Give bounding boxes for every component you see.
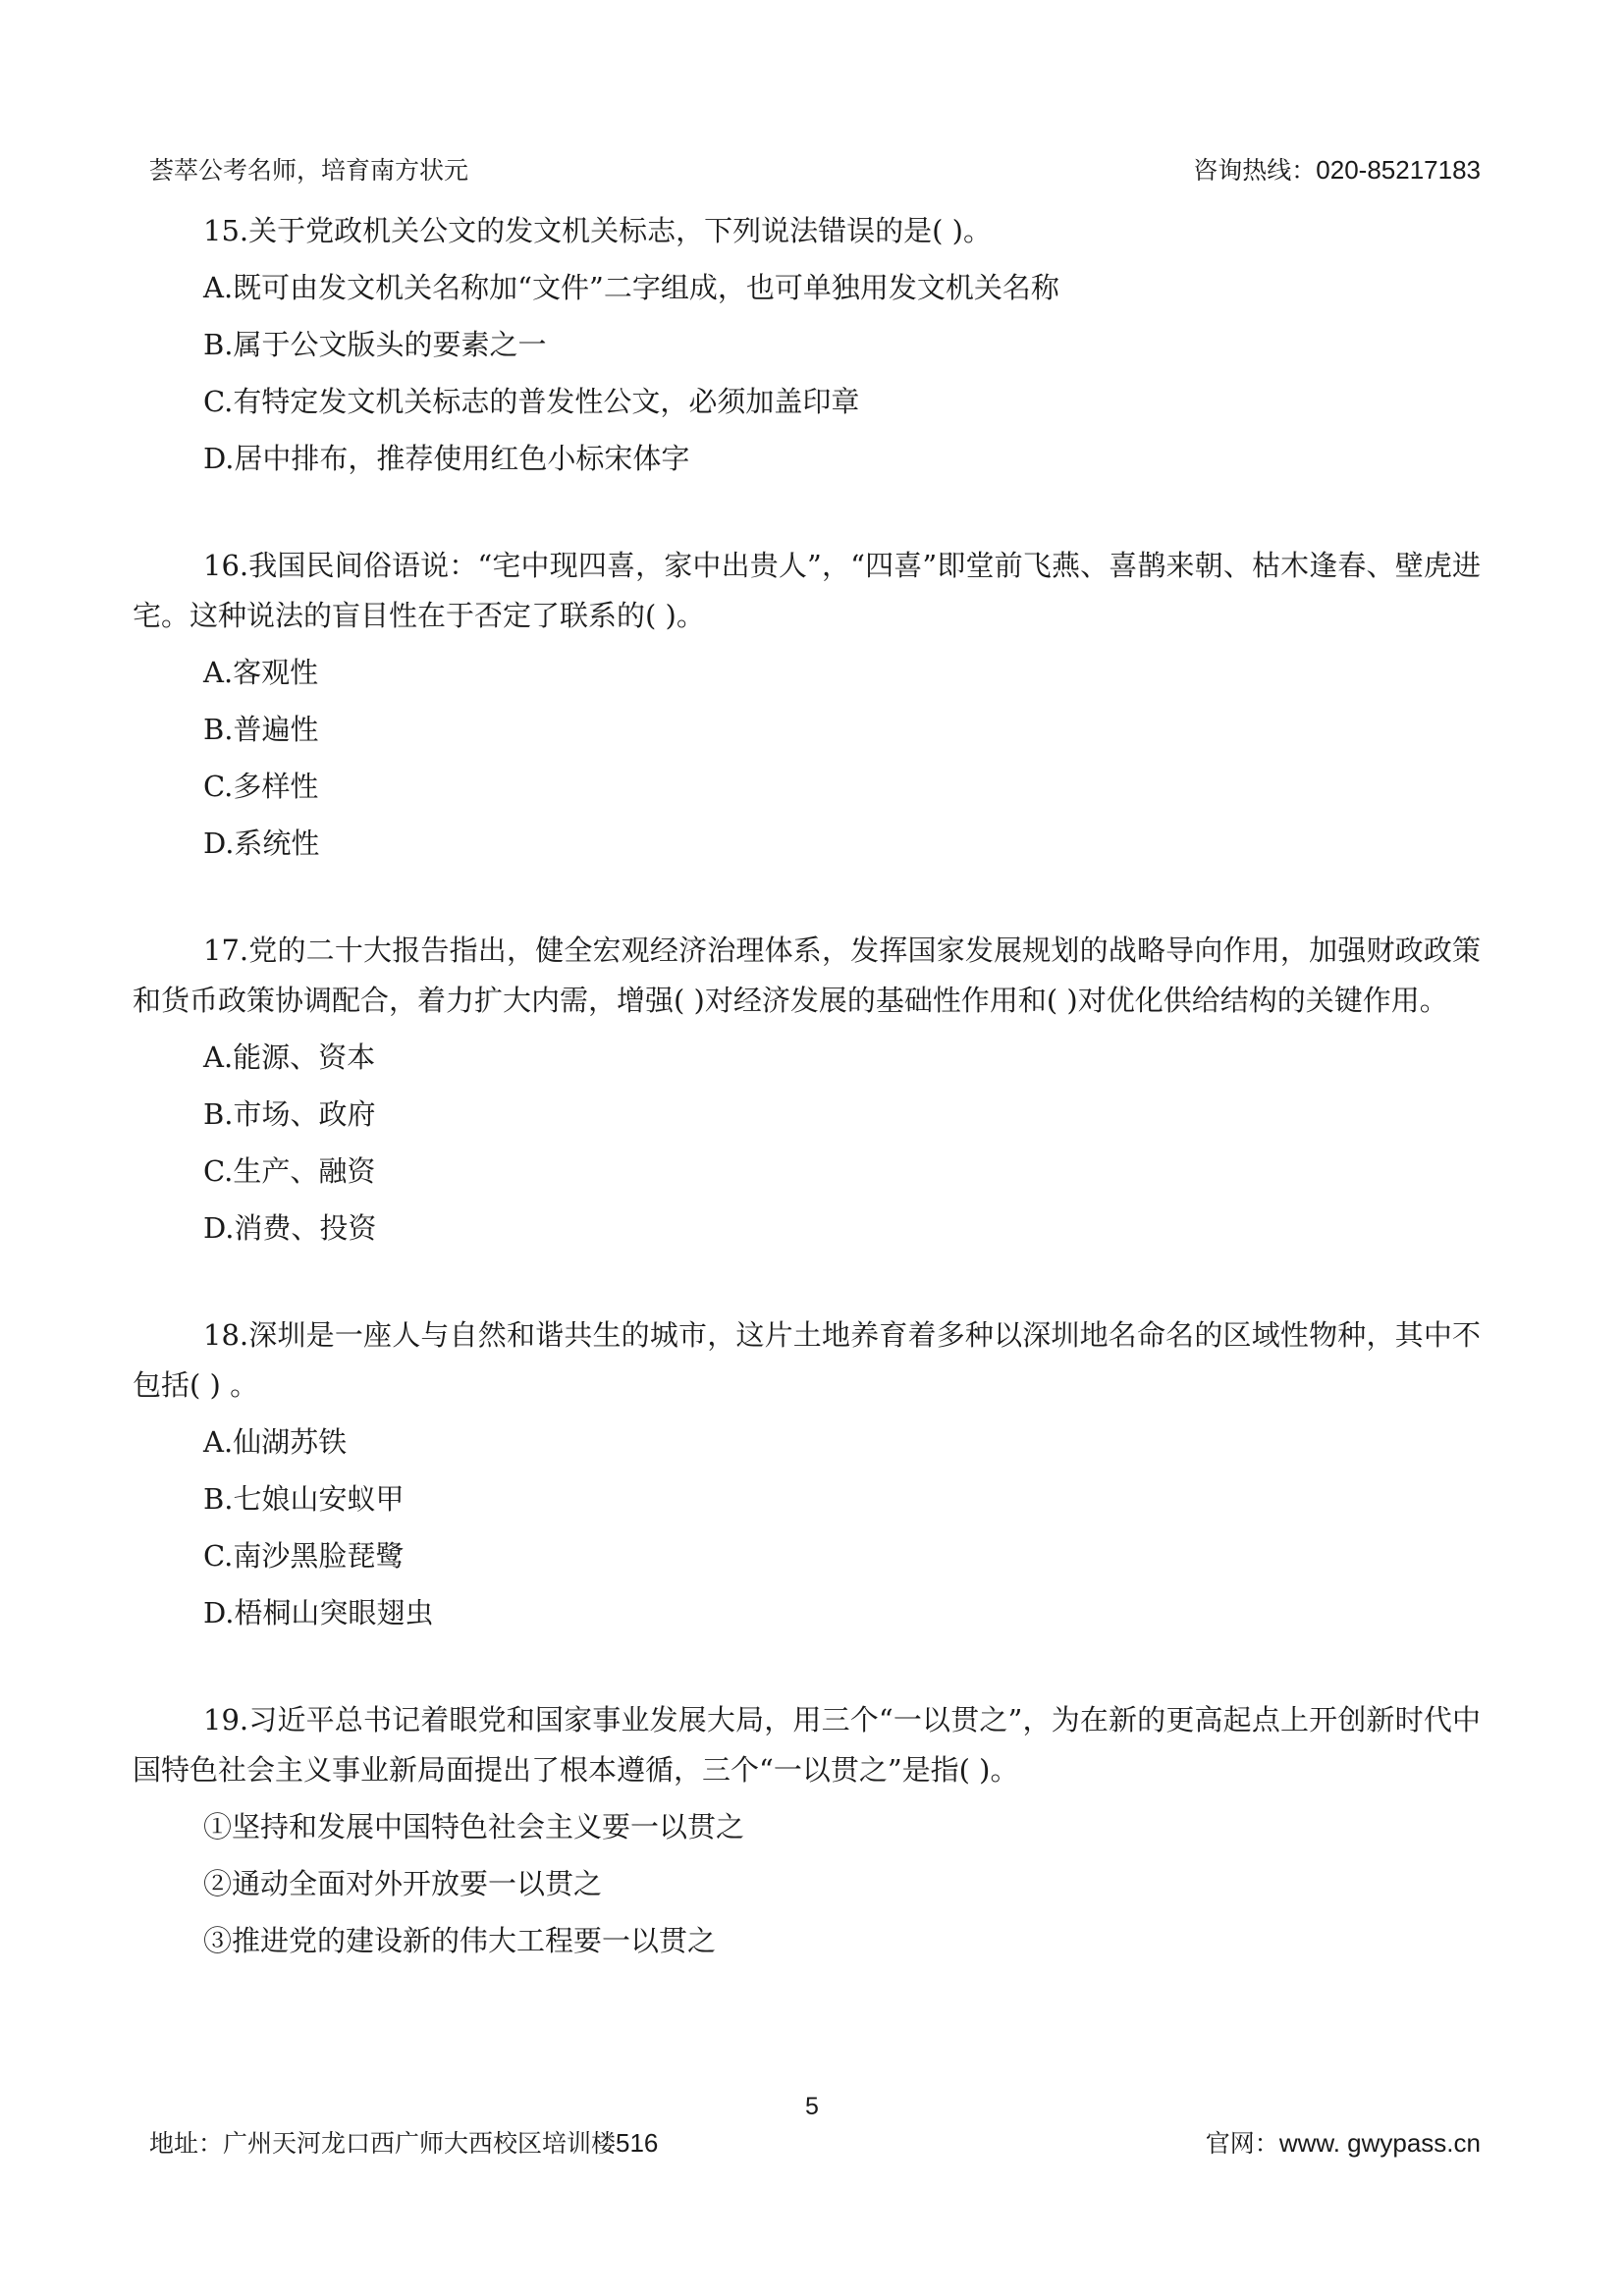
option-a: A.能源、资本 <box>203 1041 376 1074</box>
statement-1: ①坚持和发展中国特色社会主义要一以贯之 <box>203 1810 745 1843</box>
option-d: D.消费、投资 <box>203 1211 377 1245</box>
option-d: D.梧桐山突眼翅虫 <box>203 1596 434 1629</box>
question-text: 15.关于党政机关公文的发文机关标志，下列说法错误的是( )。 <box>203 214 992 247</box>
option-c: C.多样性 <box>203 770 319 803</box>
question-text: 18.深圳是一座人与自然和谐共生的城市，这片土地养育着多种以深圳地名命名的区域性物种，其中不包括( ) 。 <box>133 1318 1481 1402</box>
question-text: 17.党的二十大报告指出，健全宏观经济治理体系，发挥国家发展规划的战略导向作用，加强财政政策 和货币政策协调配合，着力扩大内需，增强( )对经济发展的基础性作用和( )对优化供给结构的关键作用。 <box>133 934 1481 1017</box>
page-number: 5 <box>805 2093 819 2120</box>
address-label: 地址：广州天河龙口西广师大西校区培训楼 <box>149 2129 617 2158</box>
question-text: 16.我国民间俗语说：“宅中现四喜，家中出贵人”，“四喜”即堂前飞燕、喜鹊来朝、枯木逢春、壁虎进宅。这种说法的盲目性在于否定了联系的( )。 <box>133 549 1481 632</box>
question-18 <box>133 1310 1481 1638</box>
option-c: C.有特定发文机关标志的普发性公文，必须加盖印章 <box>203 385 860 418</box>
question-17 <box>133 926 1481 1254</box>
header-hotline <box>1193 151 1481 187</box>
option-c: C.生产、融资 <box>203 1154 376 1188</box>
website-url[interactable]: www. gwypass.cn <box>1278 2128 1481 2158</box>
option-b: B.七娘山安蚁甲 <box>203 1482 405 1516</box>
footer-address <box>149 2124 658 2160</box>
address-room: 516 <box>616 2128 659 2158</box>
option-a: A.客观性 <box>203 656 319 689</box>
statement-3: ③推进党的建设新的伟大工程要一以贯之 <box>203 1924 717 1957</box>
page-header <box>149 149 1481 188</box>
header-slogan: 荟萃公考名师，培育南方状元 <box>149 156 469 185</box>
website-label: 官网： <box>1205 2129 1279 2158</box>
option-b: B.普遍性 <box>203 713 319 746</box>
option-d: D.居中排布，推荐使用红色小标宋体字 <box>203 442 690 475</box>
question-15 <box>133 206 1481 484</box>
page-footer <box>149 2122 1481 2162</box>
option-b: B.市场、政府 <box>203 1097 376 1131</box>
option-a: A.仙湖苏铁 <box>203 1425 348 1459</box>
question-list <box>133 206 1481 2023</box>
question-16 <box>133 541 1481 869</box>
footer-website <box>1206 2124 1481 2160</box>
option-d: D.系统性 <box>203 827 320 860</box>
hotline-label: 咨询热线： <box>1193 156 1317 185</box>
option-c: C.南沙黑脸琵鹭 <box>203 1539 405 1573</box>
option-b: B.属于公文版头的要素之一 <box>203 328 547 361</box>
statement-2: ②通动全面对外开放要一以贯之 <box>203 1867 603 1900</box>
hotline-number: 020-85217183 <box>1316 155 1481 185</box>
question-text: 19.习近平总书记着眼党和国家事业发展大局，用三个“一以贯之”，为在新的更高起点上开创新时代中国特色社会主义事业新局面提出了根本遵循，三个“一以贯之”是指( )。 <box>133 1703 1481 1787</box>
question-19 <box>133 1695 1481 1966</box>
option-a: A.既可由发文机关名称加“文件”二字组成，也可单独用发文机关名称 <box>203 271 1059 304</box>
